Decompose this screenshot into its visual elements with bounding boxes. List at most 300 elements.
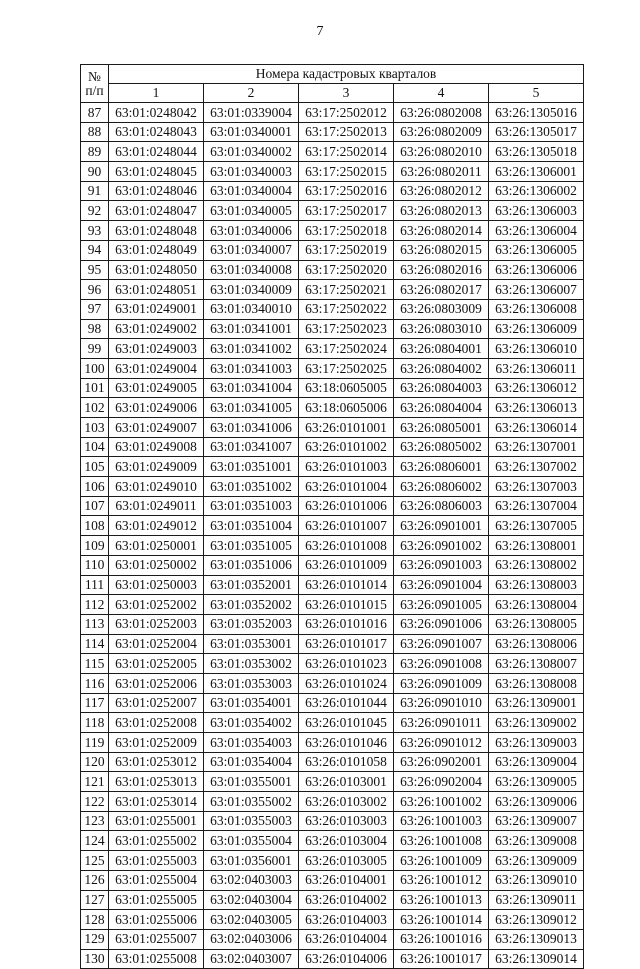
table-row — [81, 752, 584, 772]
cadastral-number-cell: 63:01:0339004 — [204, 103, 299, 123]
table-row — [81, 811, 584, 831]
table-row — [81, 654, 584, 674]
cadastral-number-cell: 63:26:1306006 — [489, 260, 584, 280]
cadastral-number-cell: 63:26:1306008 — [489, 299, 584, 319]
cadastral-number-cell: 63:26:0101044 — [299, 693, 394, 713]
table-row — [81, 516, 584, 536]
cadastral-number-cell: 63:01:0355003 — [204, 811, 299, 831]
cadastral-number-cell: 63:17:2502023 — [299, 319, 394, 339]
column-numbers-row — [81, 84, 584, 103]
column-number: 3 — [299, 84, 394, 103]
cadastral-number-cell: 63:26:1001009 — [394, 851, 489, 871]
cadastral-number-cell: 63:26:1308007 — [489, 654, 584, 674]
cadastral-number-cell: 63:26:0803010 — [394, 319, 489, 339]
cadastral-number-cell: 63:01:0249009 — [109, 457, 204, 477]
cadastral-number-cell: 63:01:0352003 — [204, 614, 299, 634]
cadastral-number-cell: 63:26:1305017 — [489, 122, 584, 142]
row-number-cell: 125 — [81, 851, 109, 871]
cadastral-number-cell: 63:26:0901003 — [394, 555, 489, 575]
cadastral-number-cell: 63:26:1001014 — [394, 910, 489, 930]
cadastral-number-cell: 63:01:0252006 — [109, 673, 204, 693]
cadastral-number-cell: 63:26:1306010 — [489, 339, 584, 359]
row-number-cell: 110 — [81, 555, 109, 575]
column-number: 5 — [489, 84, 584, 103]
row-number-cell: 100 — [81, 358, 109, 378]
cadastral-number-cell: 63:26:0901002 — [394, 536, 489, 556]
cadastral-number-cell: 63:26:0802012 — [394, 181, 489, 201]
cadastral-number-cell: 63:26:0802015 — [394, 240, 489, 260]
cadastral-number-cell: 63:26:0802016 — [394, 260, 489, 280]
cadastral-number-cell: 63:26:1307003 — [489, 477, 584, 497]
cadastral-number-cell: 63:26:0806001 — [394, 457, 489, 477]
cadastral-number-cell: 63:01:0248049 — [109, 240, 204, 260]
cadastral-number-cell: 63:26:0101017 — [299, 634, 394, 654]
cadastral-number-cell: 63:26:0103004 — [299, 831, 394, 851]
cadastral-number-cell: 63:01:0255008 — [109, 949, 204, 969]
row-number-cell: 112 — [81, 595, 109, 615]
cadastral-number-cell: 63:26:1001002 — [394, 792, 489, 812]
cadastral-number-cell: 63:26:1309006 — [489, 792, 584, 812]
table-row — [81, 713, 584, 733]
cadastral-number-cell: 63:26:0103001 — [299, 772, 394, 792]
cadastral-number-cell: 63:26:0901001 — [394, 516, 489, 536]
cadastral-number-cell: 63:26:1309010 — [489, 870, 584, 890]
cadastral-number-cell: 63:01:0340007 — [204, 240, 299, 260]
cadastral-number-cell: 63:01:0250003 — [109, 575, 204, 595]
cadastral-number-cell: 63:26:1306011 — [489, 358, 584, 378]
cadastral-number-cell: 63:26:1308002 — [489, 555, 584, 575]
cadastral-number-cell: 63:26:0101009 — [299, 555, 394, 575]
cadastral-number-cell: 63:26:0802014 — [394, 221, 489, 241]
cadastral-number-cell: 63:26:0103005 — [299, 851, 394, 871]
cadastral-number-cell: 63:26:0802011 — [394, 162, 489, 182]
cadastral-number-cell: 63:17:2502020 — [299, 260, 394, 280]
row-number-cell: 94 — [81, 240, 109, 260]
table-row — [81, 673, 584, 693]
cadastral-number-cell: 63:26:0101045 — [299, 713, 394, 733]
cadastral-number-cell: 63:01:0252009 — [109, 733, 204, 753]
cadastral-number-cell: 63:26:1305016 — [489, 103, 584, 123]
cadastral-number-cell: 63:17:2502017 — [299, 201, 394, 221]
cadastral-number-cell: 63:26:0804003 — [394, 378, 489, 398]
cadastral-number-cell: 63:01:0354004 — [204, 752, 299, 772]
cadastral-quarters-table — [80, 64, 584, 969]
cadastral-number-cell: 63:01:0252003 — [109, 614, 204, 634]
cadastral-number-cell: 63:26:1307002 — [489, 457, 584, 477]
table-row — [81, 221, 584, 241]
cadastral-number-cell: 63:26:0805002 — [394, 437, 489, 457]
cadastral-number-cell: 63:17:2502019 — [299, 240, 394, 260]
table-row — [81, 457, 584, 477]
cadastral-number-cell: 63:01:0255003 — [109, 851, 204, 871]
cadastral-number-cell: 63:01:0351003 — [204, 496, 299, 516]
row-number-cell: 121 — [81, 772, 109, 792]
cadastral-number-cell: 63:26:1001017 — [394, 949, 489, 969]
row-number-cell: 92 — [81, 201, 109, 221]
table-row — [81, 595, 584, 615]
cadastral-number-cell: 63:01:0340010 — [204, 299, 299, 319]
cadastral-number-cell: 63:01:0252004 — [109, 634, 204, 654]
cadastral-number-cell: 63:26:0101016 — [299, 614, 394, 634]
cadastral-number-cell: 63:26:1308001 — [489, 536, 584, 556]
row-number-cell: 108 — [81, 516, 109, 536]
cadastral-number-cell: 63:26:0104004 — [299, 929, 394, 949]
cadastral-number-cell: 63:01:0341003 — [204, 358, 299, 378]
cadastral-number-cell: 63:26:0101007 — [299, 516, 394, 536]
cadastral-number-cell: 63:17:2502024 — [299, 339, 394, 359]
table-row — [81, 378, 584, 398]
cadastral-number-cell: 63:26:0804001 — [394, 339, 489, 359]
cadastral-number-cell: 63:26:1306009 — [489, 319, 584, 339]
cadastral-number-cell: 63:26:0902004 — [394, 772, 489, 792]
table-row — [81, 910, 584, 930]
cadastral-number-cell: 63:26:0902001 — [394, 752, 489, 772]
table-row — [81, 299, 584, 319]
cadastral-number-cell: 63:26:1001003 — [394, 811, 489, 831]
cadastral-number-cell: 63:26:0104001 — [299, 870, 394, 890]
cadastral-number-cell: 63:26:0901004 — [394, 575, 489, 595]
cadastral-number-cell: 63:01:0340005 — [204, 201, 299, 221]
cadastral-number-cell: 63:01:0353003 — [204, 673, 299, 693]
row-number-cell: 102 — [81, 398, 109, 418]
table-row — [81, 418, 584, 438]
cadastral-number-cell: 63:26:1306001 — [489, 162, 584, 182]
cadastral-number-cell: 63:01:0340006 — [204, 221, 299, 241]
cadastral-number-cell: 63:02:0403006 — [204, 929, 299, 949]
cadastral-number-cell: 63:26:0901005 — [394, 595, 489, 615]
row-number-cell: 124 — [81, 831, 109, 851]
cadastral-number-cell: 63:26:1308003 — [489, 575, 584, 595]
cadastral-number-cell: 63:17:2502015 — [299, 162, 394, 182]
cadastral-number-cell: 63:26:1309008 — [489, 831, 584, 851]
table-row — [81, 693, 584, 713]
cadastral-number-cell: 63:01:0356001 — [204, 851, 299, 871]
cadastral-number-cell: 63:01:0248048 — [109, 221, 204, 241]
cadastral-number-cell: 63:26:0104006 — [299, 949, 394, 969]
cadastral-number-cell: 63:26:1307004 — [489, 496, 584, 516]
cadastral-number-cell: 63:01:0353002 — [204, 654, 299, 674]
cadastral-number-cell: 63:26:0101001 — [299, 418, 394, 438]
table-row — [81, 496, 584, 516]
row-number-header-line2: п/п — [85, 82, 104, 98]
cadastral-number-cell: 63:01:0341006 — [204, 418, 299, 438]
cadastral-number-cell: 63:26:1309005 — [489, 772, 584, 792]
row-number-cell: 109 — [81, 536, 109, 556]
cadastral-number-cell: 63:01:0355002 — [204, 792, 299, 812]
cadastral-number-cell: 63:17:2502012 — [299, 103, 394, 123]
cadastral-number-cell: 63:26:0901006 — [394, 614, 489, 634]
row-number-cell: 99 — [81, 339, 109, 359]
table-row — [81, 477, 584, 497]
table-row — [81, 772, 584, 792]
cadastral-number-cell: 63:01:0351006 — [204, 555, 299, 575]
header-row — [81, 65, 584, 84]
row-number-cell: 111 — [81, 575, 109, 595]
row-number-cell: 106 — [81, 477, 109, 497]
cadastral-number-cell: 63:26:1307001 — [489, 437, 584, 457]
cadastral-number-cell: 63:01:0355001 — [204, 772, 299, 792]
row-number-cell: 119 — [81, 733, 109, 753]
cadastral-number-cell: 63:26:1001008 — [394, 831, 489, 851]
cadastral-number-cell: 63:01:0249004 — [109, 358, 204, 378]
row-number-cell: 120 — [81, 752, 109, 772]
cadastral-number-cell: 63:01:0255001 — [109, 811, 204, 831]
cadastral-number-cell: 63:01:0249001 — [109, 299, 204, 319]
cadastral-number-cell: 63:26:0101024 — [299, 673, 394, 693]
cadastral-number-cell: 63:26:1306003 — [489, 201, 584, 221]
cadastral-number-cell: 63:01:0249010 — [109, 477, 204, 497]
cadastral-number-cell: 63:26:1309002 — [489, 713, 584, 733]
cadastral-number-cell: 63:26:0803009 — [394, 299, 489, 319]
cadastral-number-cell: 63:18:0605006 — [299, 398, 394, 418]
table-row — [81, 831, 584, 851]
cadastral-number-cell: 63:26:0101002 — [299, 437, 394, 457]
cadastral-number-cell: 63:01:0354002 — [204, 713, 299, 733]
cadastral-number-cell: 63:01:0248046 — [109, 181, 204, 201]
cadastral-number-cell: 63:26:1308008 — [489, 673, 584, 693]
cadastral-number-cell: 63:26:0101014 — [299, 575, 394, 595]
cadastral-number-cell: 63:01:0249008 — [109, 437, 204, 457]
row-number-cell: 126 — [81, 870, 109, 890]
row-number-cell: 87 — [81, 103, 109, 123]
cadastral-number-cell: 63:26:1309013 — [489, 929, 584, 949]
cadastral-number-cell: 63:26:0101058 — [299, 752, 394, 772]
cadastral-number-cell: 63:17:2502013 — [299, 122, 394, 142]
cadastral-number-cell: 63:01:0340009 — [204, 280, 299, 300]
cadastral-number-cell: 63:01:0255002 — [109, 831, 204, 851]
cadastral-number-cell: 63:01:0250002 — [109, 555, 204, 575]
row-number-header-line1: № — [88, 69, 101, 84]
cadastral-number-cell: 63:02:0403007 — [204, 949, 299, 969]
cadastral-number-cell: 63:26:1308004 — [489, 595, 584, 615]
row-number-cell: 130 — [81, 949, 109, 969]
cadastral-number-cell: 63:26:1309001 — [489, 693, 584, 713]
cadastral-number-cell: 63:01:0248051 — [109, 280, 204, 300]
cadastral-number-cell: 63:01:0352002 — [204, 595, 299, 615]
cadastral-number-cell: 63:01:0249007 — [109, 418, 204, 438]
cadastral-number-cell: 63:01:0341001 — [204, 319, 299, 339]
cadastral-number-cell: 63:01:0341002 — [204, 339, 299, 359]
cadastral-number-cell: 63:01:0255005 — [109, 890, 204, 910]
cadastral-number-cell: 63:01:0255007 — [109, 929, 204, 949]
cadastral-number-cell: 63:01:0354001 — [204, 693, 299, 713]
cadastral-number-cell: 63:26:1309009 — [489, 851, 584, 871]
page-number: 7 — [316, 24, 324, 39]
cadastral-number-cell: 63:01:0340003 — [204, 162, 299, 182]
row-number-cell: 128 — [81, 910, 109, 930]
column-number: 1 — [109, 84, 204, 103]
cadastral-number-cell: 63:26:0103002 — [299, 792, 394, 812]
cadastral-number-cell: 63:26:1306014 — [489, 418, 584, 438]
table-row — [81, 339, 584, 359]
cadastral-number-cell: 63:26:0101046 — [299, 733, 394, 753]
cadastral-number-cell: 63:02:0403004 — [204, 890, 299, 910]
row-number-cell: 123 — [81, 811, 109, 831]
table-row — [81, 319, 584, 339]
row-number-cell: 97 — [81, 299, 109, 319]
table-row — [81, 398, 584, 418]
cadastral-number-cell: 63:01:0253014 — [109, 792, 204, 812]
cadastral-number-cell: 63:17:2502016 — [299, 181, 394, 201]
cadastral-number-cell: 63:01:0248045 — [109, 162, 204, 182]
table-row — [81, 280, 584, 300]
cadastral-number-cell: 63:01:0341004 — [204, 378, 299, 398]
cadastral-number-cell: 63:17:2502021 — [299, 280, 394, 300]
row-number-cell: 129 — [81, 929, 109, 949]
cadastral-number-cell: 63:26:0101003 — [299, 457, 394, 477]
cadastral-number-cell: 63:26:1306013 — [489, 398, 584, 418]
cadastral-number-cell: 63:17:2502022 — [299, 299, 394, 319]
table-row — [81, 870, 584, 890]
cadastral-number-cell: 63:26:0103003 — [299, 811, 394, 831]
cadastral-number-cell: 63:26:1308006 — [489, 634, 584, 654]
cadastral-number-cell: 63:26:0805001 — [394, 418, 489, 438]
cadastral-number-cell: 63:26:1001013 — [394, 890, 489, 910]
cadastral-number-cell: 63:01:0351004 — [204, 516, 299, 536]
cadastral-number-cell: 63:01:0255006 — [109, 910, 204, 930]
cadastral-number-cell: 63:26:0901007 — [394, 634, 489, 654]
row-number-cell: 104 — [81, 437, 109, 457]
cadastral-number-cell: 63:26:0104003 — [299, 910, 394, 930]
cadastral-number-cell: 63:26:1307005 — [489, 516, 584, 536]
cadastral-number-cell: 63:26:0804002 — [394, 358, 489, 378]
cadastral-number-cell: 63:26:0101015 — [299, 595, 394, 615]
row-number-cell: 114 — [81, 634, 109, 654]
cadastral-number-cell: 63:26:0804004 — [394, 398, 489, 418]
cadastral-number-cell: 63:01:0248042 — [109, 103, 204, 123]
cadastral-number-cell: 63:18:0605005 — [299, 378, 394, 398]
cadastral-number-cell: 63:26:0802013 — [394, 201, 489, 221]
cadastral-number-cell: 63:26:1309003 — [489, 733, 584, 753]
table-row — [81, 201, 584, 221]
cadastral-number-cell: 63:17:2502014 — [299, 142, 394, 162]
cadastral-number-cell: 63:26:1309011 — [489, 890, 584, 910]
cadastral-number-cell: 63:01:0353001 — [204, 634, 299, 654]
row-number-cell: 93 — [81, 221, 109, 241]
cadastral-number-cell: 63:26:0806002 — [394, 477, 489, 497]
cadastral-number-cell: 63:01:0341007 — [204, 437, 299, 457]
cadastral-number-cell: 63:01:0355004 — [204, 831, 299, 851]
table-row — [81, 260, 584, 280]
row-number-header — [81, 65, 109, 103]
table-row — [81, 575, 584, 595]
cadastral-number-cell: 63:26:1306012 — [489, 378, 584, 398]
cadastral-number-cell: 63:26:0901008 — [394, 654, 489, 674]
row-number-cell: 117 — [81, 693, 109, 713]
table-row — [81, 142, 584, 162]
row-number-cell: 95 — [81, 260, 109, 280]
cadastral-number-cell: 63:01:0340004 — [204, 181, 299, 201]
cadastral-number-cell: 63:01:0340001 — [204, 122, 299, 142]
cadastral-number-cell: 63:26:0802017 — [394, 280, 489, 300]
table-row — [81, 103, 584, 123]
row-number-cell: 90 — [81, 162, 109, 182]
table-row — [81, 851, 584, 871]
table-row — [81, 792, 584, 812]
table-row — [81, 162, 584, 182]
row-number-cell: 122 — [81, 792, 109, 812]
cadastral-number-cell: 63:26:0802010 — [394, 142, 489, 162]
cadastral-number-cell: 63:01:0248043 — [109, 122, 204, 142]
cadastral-number-cell: 63:26:0806003 — [394, 496, 489, 516]
cadastral-number-cell: 63:01:0248050 — [109, 260, 204, 280]
cadastral-number-cell: 63:26:1309014 — [489, 949, 584, 969]
cadastral-number-cell: 63:01:0341005 — [204, 398, 299, 418]
cadastral-number-cell: 63:26:1306004 — [489, 221, 584, 241]
cadastral-number-cell: 63:26:1306005 — [489, 240, 584, 260]
row-number-cell: 89 — [81, 142, 109, 162]
row-number-cell: 96 — [81, 280, 109, 300]
row-number-cell: 103 — [81, 418, 109, 438]
cadastral-number-cell: 63:17:2502025 — [299, 358, 394, 378]
cadastral-number-cell: 63:01:0252007 — [109, 693, 204, 713]
cadastral-number-cell: 63:01:0252008 — [109, 713, 204, 733]
cadastral-number-cell: 63:26:1309004 — [489, 752, 584, 772]
cadastral-number-cell: 63:26:0101004 — [299, 477, 394, 497]
row-number-cell: 113 — [81, 614, 109, 634]
cadastral-number-cell: 63:02:0403003 — [204, 870, 299, 890]
cadastral-number-cell: 63:26:0802009 — [394, 122, 489, 142]
cadastral-number-cell: 63:26:1305018 — [489, 142, 584, 162]
column-number: 4 — [394, 84, 489, 103]
column-number: 2 — [204, 84, 299, 103]
cadastral-number-cell: 63:01:0252005 — [109, 654, 204, 674]
cadastral-number-cell: 63:26:1001012 — [394, 870, 489, 890]
cadastral-number-cell: 63:26:0901012 — [394, 733, 489, 753]
cadastral-number-cell: 63:26:0901009 — [394, 673, 489, 693]
row-number-cell: 105 — [81, 457, 109, 477]
row-number-cell: 107 — [81, 496, 109, 516]
cadastral-number-cell: 63:01:0249011 — [109, 496, 204, 516]
cadastral-number-cell: 63:01:0252002 — [109, 595, 204, 615]
cadastral-number-cell: 63:26:1309012 — [489, 910, 584, 930]
cadastral-number-cell: 63:02:0403005 — [204, 910, 299, 930]
row-number-cell: 127 — [81, 890, 109, 910]
cadastral-number-cell: 63:01:0340008 — [204, 260, 299, 280]
row-number-cell: 91 — [81, 181, 109, 201]
table-row — [81, 949, 584, 969]
table-row — [81, 733, 584, 753]
table-row — [81, 555, 584, 575]
cadastral-number-cell: 63:01:0249005 — [109, 378, 204, 398]
cadastral-number-cell: 63:26:0901011 — [394, 713, 489, 733]
cadastral-number-cell: 63:01:0354003 — [204, 733, 299, 753]
table-header — [81, 65, 584, 103]
cadastral-number-cell: 63:01:0340002 — [204, 142, 299, 162]
cadastral-number-cell: 63:26:0101008 — [299, 536, 394, 556]
cadastral-number-cell: 63:26:1001016 — [394, 929, 489, 949]
cadastral-number-cell: 63:01:0249006 — [109, 398, 204, 418]
cadastral-number-cell: 63:26:1309007 — [489, 811, 584, 831]
cadastral-number-cell: 63:26:0104002 — [299, 890, 394, 910]
cadastral-number-cell: 63:26:0101006 — [299, 496, 394, 516]
table-row — [81, 181, 584, 201]
cadastral-number-cell: 63:01:0248044 — [109, 142, 204, 162]
cadastral-number-cell: 63:01:0253012 — [109, 752, 204, 772]
row-number-cell: 98 — [81, 319, 109, 339]
cadastral-number-cell: 63:26:0802008 — [394, 103, 489, 123]
row-number-cell: 88 — [81, 122, 109, 142]
cadastral-number-cell: 63:26:1308005 — [489, 614, 584, 634]
cadastral-number-cell: 63:26:1306002 — [489, 181, 584, 201]
row-number-cell: 116 — [81, 673, 109, 693]
table-row — [81, 634, 584, 654]
cadastral-number-cell: 63:01:0250001 — [109, 536, 204, 556]
cadastral-number-cell: 63:01:0249002 — [109, 319, 204, 339]
cadastral-number-cell: 63:26:0101023 — [299, 654, 394, 674]
table-row — [81, 358, 584, 378]
cadastral-number-cell: 63:01:0249003 — [109, 339, 204, 359]
